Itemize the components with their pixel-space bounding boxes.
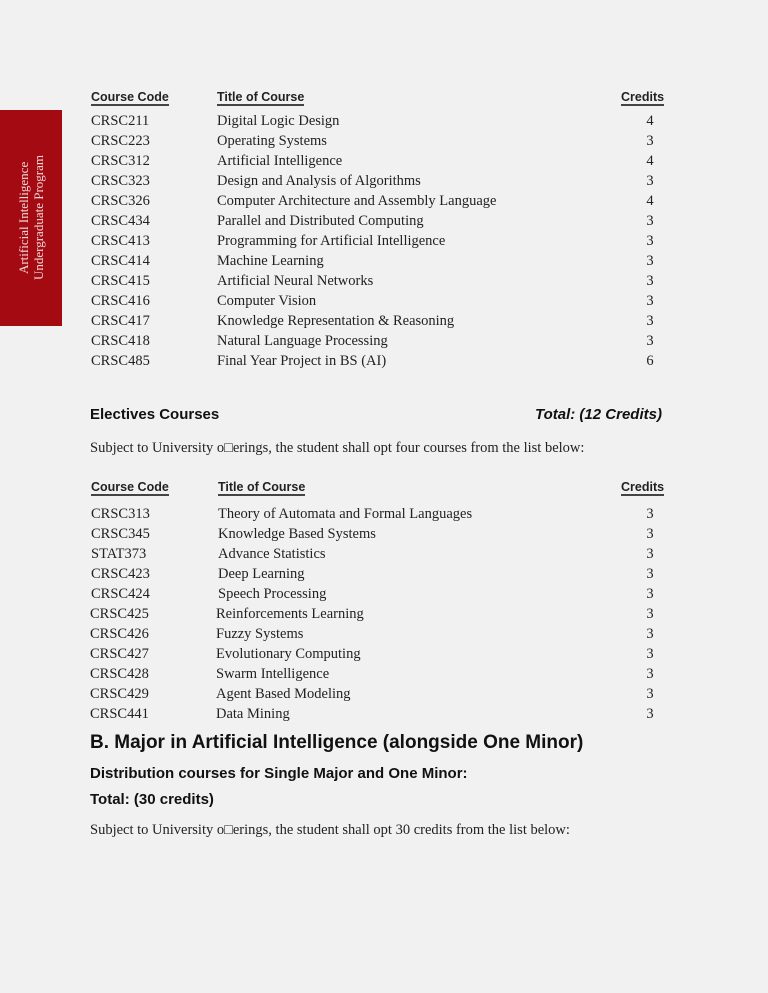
table-row [0,624,768,644]
course-code: CRSC429 [90,686,149,702]
course-credits: 3 [646,133,654,149]
course-title: Operating Systems [217,133,327,149]
table-row [0,171,768,191]
course-title: Digital Logic Design [217,113,340,129]
table-row [0,604,768,624]
course-credits: 3 [646,213,654,229]
course-credits: 3 [646,566,654,582]
table-row [0,524,768,544]
core-header-credits: Credits [621,90,665,104]
electives-heading: Electives Courses [90,406,220,423]
table-row [0,231,768,251]
table-row [0,251,768,271]
table-row [0,331,768,351]
table-row [0,311,768,331]
course-credits: 3 [646,546,654,562]
table-row [0,664,768,684]
course-code: CRSC414 [91,253,150,269]
course-credits: 3 [646,233,654,249]
course-code: CRSC312 [91,153,150,169]
table-row [0,684,768,704]
course-title: Knowledge Representation & Reasoning [217,313,455,329]
table-row [0,704,768,724]
table-row [0,544,768,564]
side-tab-line-1: Artificial Intelligence [16,161,31,275]
course-code: CRSC428 [90,666,149,682]
table-row [0,151,768,171]
course-title: Theory of Automata and Formal Languages [218,506,473,522]
course-title: Swarm Intelligence [216,666,330,682]
table-row [0,131,768,151]
core-header-title: Title of Course [217,90,305,104]
course-title: Artificial Neural Networks [217,273,374,289]
course-credits: 4 [646,113,654,129]
course-code: CRSC415 [91,273,150,289]
course-code: CRSC223 [91,133,150,149]
course-code: CRSC424 [91,586,150,602]
course-title: Computer Architecture and Assembly Language [217,193,497,209]
section-b-heading: B. Major in Artificial Intelligence (alongside One Minor) [90,732,584,753]
course-credits: 3 [646,586,654,602]
table-row [0,351,768,371]
course-credits: 3 [646,666,654,682]
course-code: CRSC418 [91,333,150,349]
course-code: CRSC416 [91,293,150,309]
table-row [0,211,768,231]
course-credits: 3 [646,626,654,642]
course-code: CRSC345 [91,526,150,542]
course-code: CRSC417 [91,313,150,329]
section-b-total-value: (30 credits) [133,791,214,808]
table-row [0,271,768,291]
section-b-total-label: Total: [90,791,130,808]
section-b-description: Subject to University o□erings, the student shall opt 30 credits from the list below: [90,822,570,838]
table-row [0,191,768,211]
course-title: Data Mining [216,706,290,722]
course-title: Final Year Project in BS (AI) [217,353,387,369]
course-credits: 3 [646,526,654,542]
course-title: Fuzzy Systems [216,626,304,642]
electives-header-credits: Credits [621,480,665,494]
course-credits: 3 [646,293,654,309]
course-credits: 3 [646,706,654,722]
course-code: STAT373 [91,546,147,562]
course-code: CRSC427 [90,646,149,662]
course-title: Reinforcements Learning [216,606,364,622]
course-credits: 3 [646,273,654,289]
course-credits: 4 [646,193,654,209]
table-row [0,584,768,604]
course-credits: 3 [646,173,654,189]
course-code: CRSC426 [90,626,149,642]
course-title: Evolutionary Computing [216,646,361,662]
course-title: Artificial Intelligence [217,153,343,169]
course-code: CRSC323 [91,173,150,189]
table-row [0,291,768,311]
course-title: Parallel and Distributed Computing [217,213,424,229]
course-title: Computer Vision [217,293,317,309]
section-b-subheading: Distribution courses for Single Major and One Minor: [90,765,468,782]
course-title: Advance Statistics [218,546,326,562]
course-code: CRSC423 [91,566,150,582]
course-credits: 4 [646,153,654,169]
section-b-total [90,791,214,808]
course-credits: 6 [646,353,654,369]
course-title: Deep Learning [218,566,305,582]
table-row [0,564,768,584]
course-code: CRSC434 [91,213,150,229]
course-title: Natural Language Processing [217,333,388,349]
table-row [0,504,768,524]
course-title: Machine Learning [217,253,324,269]
electives-header-code: Course Code [91,480,169,494]
course-credits: 3 [646,313,654,329]
course-credits: 3 [646,646,654,662]
course-title: Knowledge Based Systems [218,526,376,542]
side-tab-line-2: Undergraduate Program [31,155,46,281]
course-credits: 3 [646,686,654,702]
course-code: CRSC441 [90,706,149,722]
course-title: Programming for Artificial Intelligence [217,233,446,249]
course-credits: 3 [646,506,654,522]
course-credits: 3 [646,333,654,349]
course-title: Agent Based Modeling [216,686,351,702]
course-code: CRSC425 [90,606,149,622]
course-code: CRSC485 [91,353,150,369]
electives-total: Total: (12 Credits) [535,406,662,423]
course-code: CRSC211 [91,113,150,129]
course-code: CRSC326 [91,193,150,209]
course-credits: 3 [646,253,654,269]
electives-header-title: Title of Course [218,480,306,494]
electives-description: Subject to University o□erings, the student shall opt four courses from the list below: [90,440,585,456]
course-code: CRSC313 [91,506,150,522]
course-code: CRSC413 [91,233,150,249]
table-row [0,111,768,131]
course-title: Design and Analysis of Algorithms [217,173,421,189]
course-credits: 3 [646,606,654,622]
table-row [0,644,768,664]
course-title: Speech Processing [218,586,327,602]
core-header-code: Course Code [91,90,169,104]
